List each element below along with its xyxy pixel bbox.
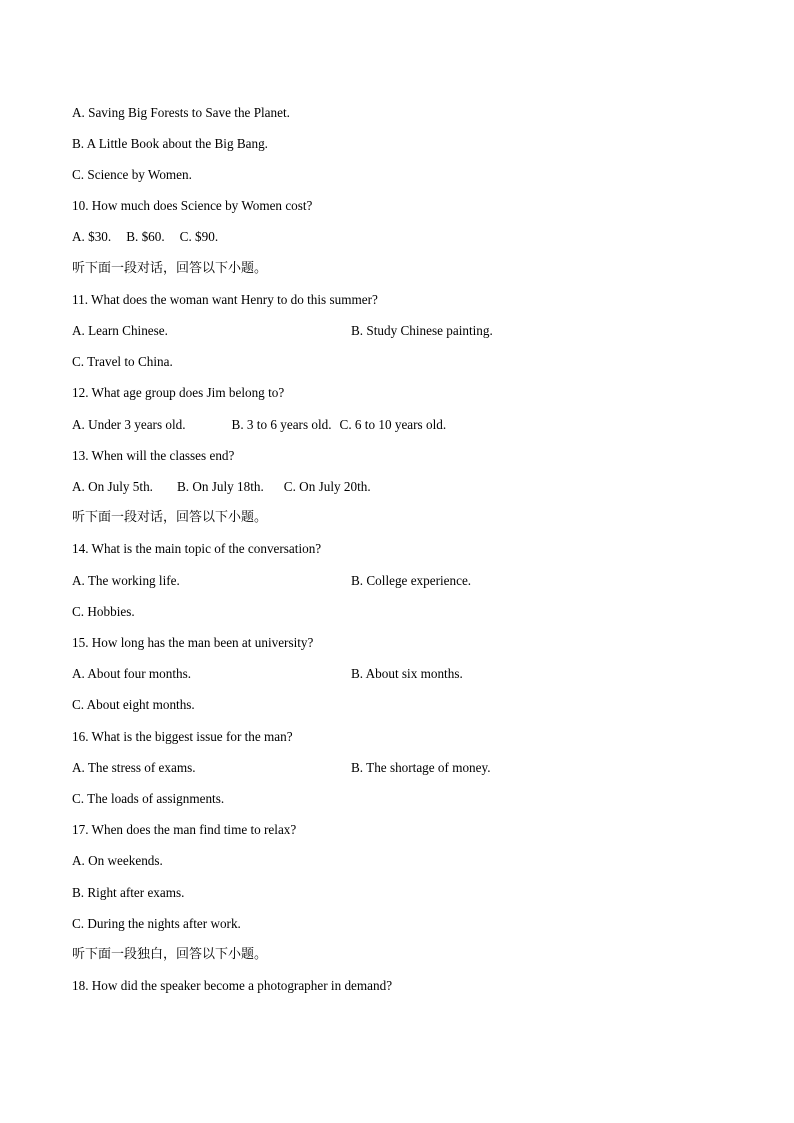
question-11-options-row — [72, 323, 168, 339]
question-18: 18. How did the speaker become a photographer in demand? — [72, 978, 393, 993]
question-16: 16. What is the biggest issue for the man? — [72, 729, 293, 744]
question-17: 17. When does the man find time to relax? — [72, 822, 297, 837]
question-14: 14. What is the main topic of the conversation? — [72, 541, 322, 556]
q14-option-b: B. College experience. — [351, 573, 472, 588]
q12-option-b: B. 3 to 6 years old. — [231, 417, 332, 432]
option-c-line: C. Science by Women. — [72, 167, 192, 182]
q17-option-b: B. Right after exams. — [72, 885, 185, 900]
q16-option-c: C. The loads of assignments. — [72, 791, 225, 806]
q15-option-c: C. About eight months. — [72, 697, 195, 712]
q11-option-b: B. Study Chinese painting. — [351, 323, 493, 338]
question-13: 13. When will the classes end? — [72, 448, 235, 463]
option-a-line: A. Saving Big Forests to Save the Planet. — [72, 105, 290, 120]
section-instruction: 听下面一段对话，回答以下小题。 — [72, 510, 268, 525]
q10-option-c: C. $90. — [179, 229, 219, 244]
q12-option-c: C. 6 to 10 years old. — [339, 417, 447, 432]
q12-option-a: A. Under 3 years old. — [72, 417, 186, 432]
question-11: 11. What does the woman want Henry to do this summer? — [72, 292, 378, 307]
q11-option-a: A. Learn Chinese. — [72, 323, 168, 338]
question-15: 15. How long has the man been at university? — [72, 635, 314, 650]
question-13-options — [72, 479, 371, 495]
q15-option-a: A. About four months. — [72, 666, 192, 681]
question-10: 10. How much does Science by Women cost? — [72, 198, 313, 213]
section-instruction: 听下面一段独白，回答以下小题。 — [72, 947, 268, 962]
option-b-line: B. A Little Book about the Big Bang. — [72, 136, 268, 151]
q13-option-c: C. On July 20th. — [283, 479, 371, 494]
q10-option-a: A. $30. — [72, 229, 112, 244]
q10-option-b: B. $60. — [126, 229, 165, 244]
question-12: 12. What age group does Jim belong to? — [72, 385, 285, 400]
q17-option-a: A. On weekends. — [72, 853, 163, 868]
q13-option-a: A. On July 5th. — [72, 479, 153, 494]
q14-option-a: A. The working life. — [72, 573, 180, 588]
q13-option-b: B. On July 18th. — [176, 479, 264, 494]
q17-option-c: C. During the nights after work. — [72, 916, 241, 931]
question-10-options — [72, 229, 218, 245]
q14-option-c: C. Hobbies. — [72, 604, 135, 619]
q16-option-b: B. The shortage of money. — [351, 760, 491, 775]
section-instruction: 听下面一段对话，回答以下小题。 — [72, 261, 268, 276]
q16-option-a: A. The stress of exams. — [72, 760, 196, 775]
q11-option-c: C. Travel to China. — [72, 354, 173, 369]
q15-option-b: B. About six months. — [351, 666, 463, 681]
question-12-options — [72, 417, 446, 433]
